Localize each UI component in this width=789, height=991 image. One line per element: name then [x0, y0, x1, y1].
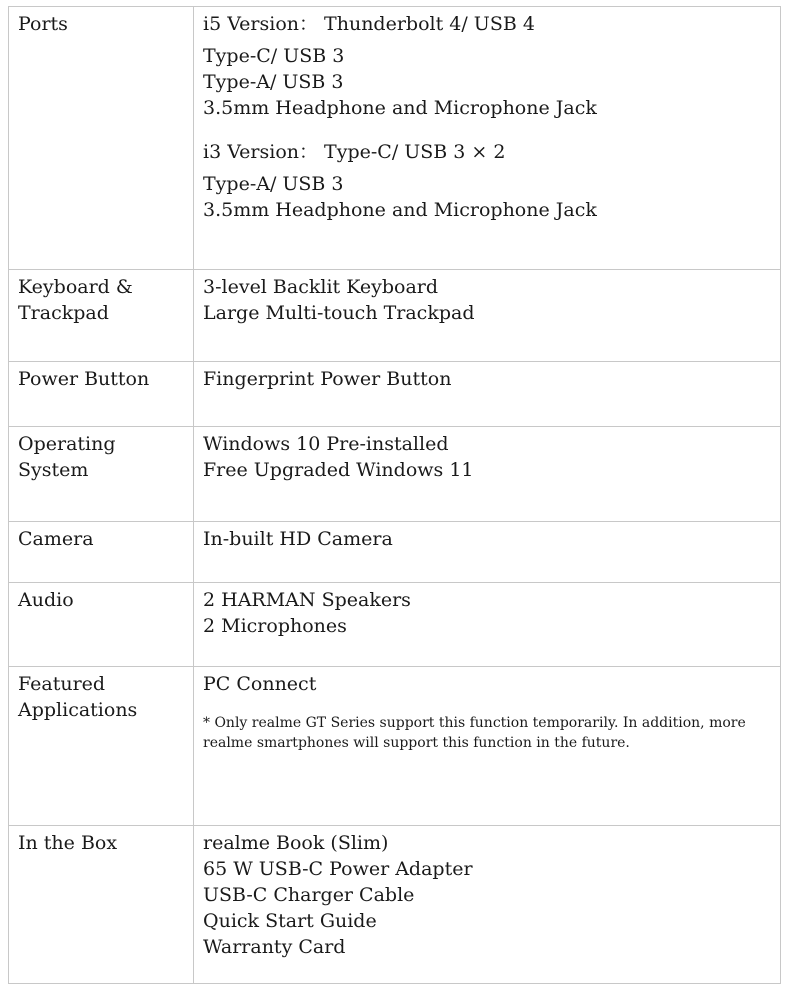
table-row-featured-applications [9, 667, 781, 826]
value-line: Warranty Card [203, 936, 346, 958]
row-label: Power Button [9, 362, 194, 427]
value-line: i5 Version： Thunderbolt 4/ USB 4 [203, 13, 535, 35]
row-value [194, 583, 781, 667]
row-label: Operating System [9, 427, 194, 522]
row-value [194, 826, 781, 984]
value-line: Quick Start Guide [203, 910, 377, 932]
row-label: Audio [9, 583, 194, 667]
value-line: Type-A/ USB 3 [203, 71, 344, 93]
value-line: Type-A/ USB 3 [203, 173, 344, 195]
value-line: 2 HARMAN Speakers [203, 589, 411, 611]
row-label: Camera [9, 522, 194, 583]
row-label: In the Box [9, 826, 194, 984]
footnote: * Only realme GT Series support this function temporarily. In addition, more realme smartphones will support this function in the future. [203, 715, 746, 751]
value-line: 3-level Backlit Keyboard [203, 276, 439, 298]
spec-table [8, 6, 781, 984]
row-label: Ports [9, 7, 194, 270]
row-value [194, 362, 781, 427]
row-label: Keyboard & Trackpad [9, 270, 194, 362]
value-line: In-built HD Camera [203, 528, 393, 550]
value-line: Type-C/ USB 3 [203, 45, 345, 67]
table-row-audio [9, 583, 781, 667]
value-line: USB-C Charger Cable [203, 884, 415, 906]
value-line: realme Book (Slim) [203, 832, 389, 854]
row-value [194, 427, 781, 522]
row-label: Featured Applications [9, 667, 194, 826]
value-line: 65 W USB-C Power Adapter [203, 858, 473, 880]
table-row-camera [9, 522, 781, 583]
row-value [194, 270, 781, 362]
row-value [194, 667, 781, 826]
table-row-in-the-box [9, 826, 781, 984]
table-row-operating-system [9, 427, 781, 522]
table-row-power-button [9, 362, 781, 427]
value-line: Fingerprint Power Button [203, 368, 452, 390]
value-line: Large Multi-touch Trackpad [203, 302, 475, 324]
value-line: 2 Microphones [203, 615, 347, 637]
value-line: 3.5mm Headphone and Microphone Jack [203, 199, 597, 221]
value-line: PC Connect [203, 673, 317, 695]
value-line: Free Upgraded Windows 11 [203, 459, 474, 481]
value-line: i3 Version： Type-C/ USB 3 × 2 [203, 141, 506, 163]
table-row-keyboard [9, 270, 781, 362]
table-row-ports [9, 7, 781, 270]
value-line: 3.5mm Headphone and Microphone Jack [203, 97, 597, 119]
value-line: Windows 10 Pre-installed [203, 433, 449, 455]
row-value [194, 7, 781, 270]
row-value [194, 522, 781, 583]
